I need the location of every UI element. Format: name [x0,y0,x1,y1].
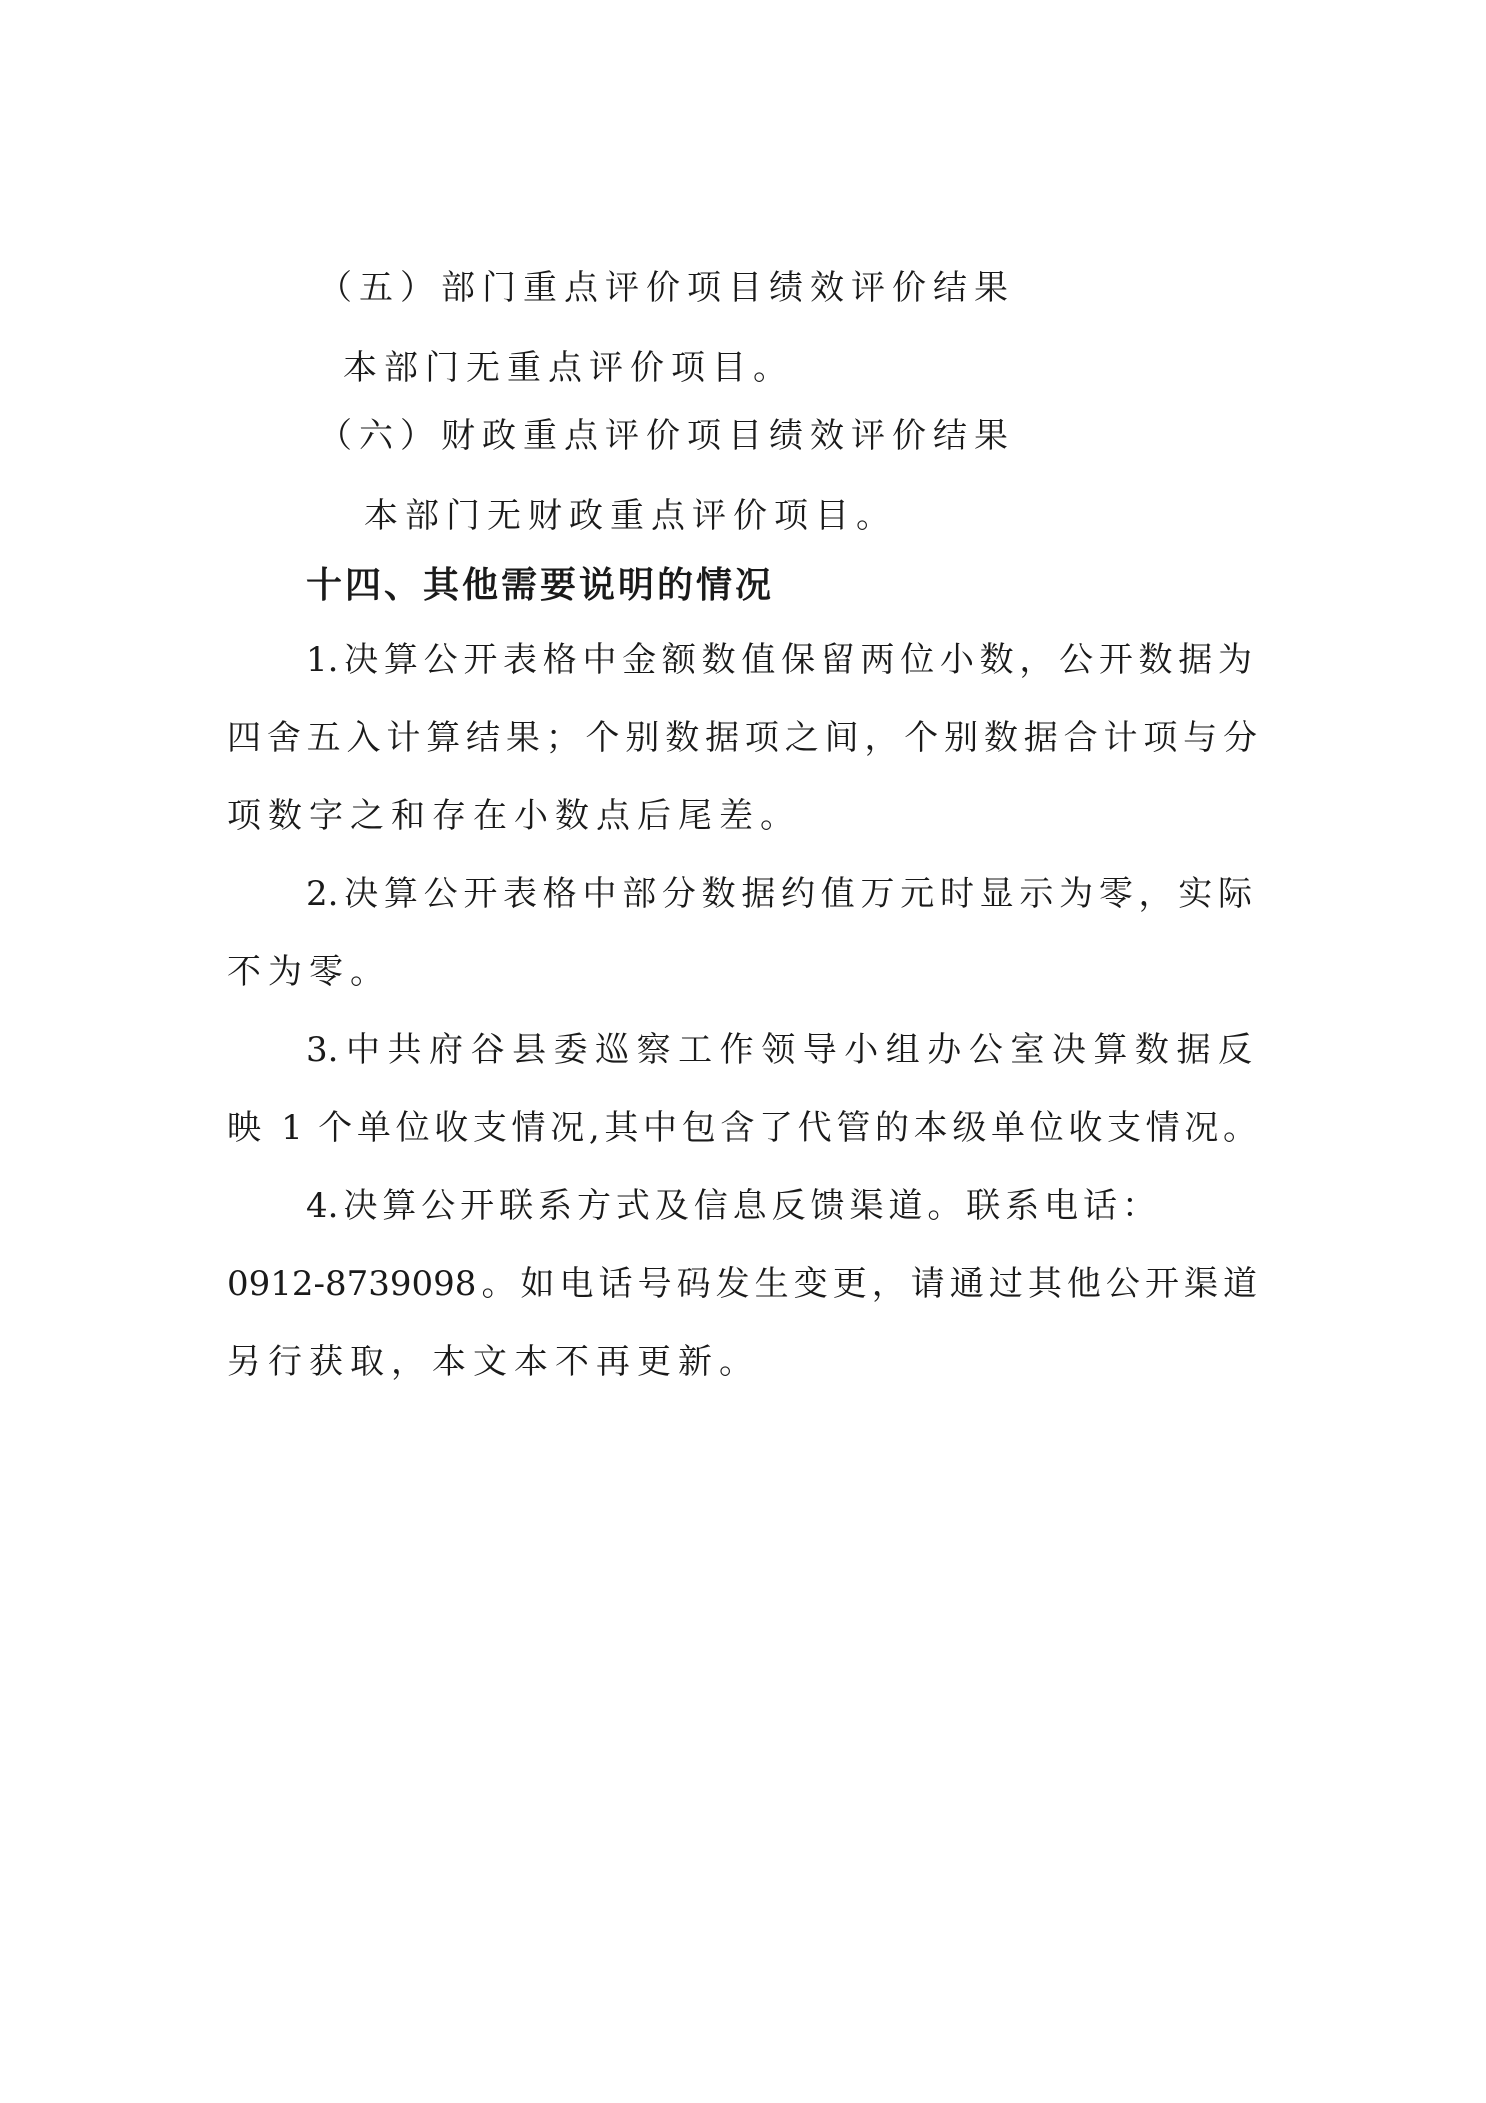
item-3-line-2: 映 1 个单位收支情况,其中包含了代管的本级单位收支情况。 [227,1108,1257,1148]
section-6-body: 本部门无财政重点评价项目。 [364,496,897,536]
item-2-line-1: 2.决算公开表格中部分数据约值万元时显示为零，实际 [306,874,1252,914]
section-5-title: （五）部门重点评价项目绩效评价结果 [318,268,1015,308]
item-1-line-1: 1.决算公开表格中金额数值保留两位小数，公开数据为 [306,640,1252,680]
item-4-line-3: 另行获取，本文本不再更新。 [227,1342,760,1382]
item-2-line-2: 不为零。 [227,952,391,992]
item-1-line-3: 项数字之和存在小数点后尾差。 [227,796,801,836]
item-3-line-1: 3.中共府谷县委巡察工作领导小组办公室决算数据反 [306,1030,1252,1070]
section-5-body: 本部门无重点评价项目。 [343,348,794,388]
item-4-line-1: 4.决算公开联系方式及信息反馈渠道。联系电话： [306,1186,1156,1226]
item-4-line-2: 0912-8739098。如电话号码发生变更，请通过其他公开渠道 [227,1264,1257,1304]
section-6-title: （六）财政重点评价项目绩效评价结果 [318,416,1015,456]
item-1-line-2: 四舍五入计算结果；个别数据项之间，个别数据合计项与分 [227,718,1257,758]
section-14-heading: 十四、其他需要说明的情况 [306,565,775,606]
